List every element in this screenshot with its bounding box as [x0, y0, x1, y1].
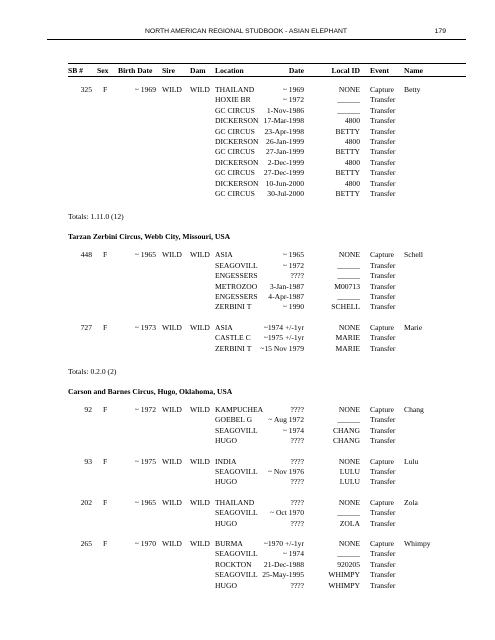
event-location: METROZOO: [215, 281, 258, 291]
birth-date: ~ 1970: [134, 539, 156, 548]
sb-number: 448: [80, 250, 92, 260]
event-location: DICKERSON: [215, 157, 259, 167]
event-location: DICKERSON: [215, 116, 259, 126]
column-header: Sire: [162, 66, 175, 75]
event-date: 30-Jul-2000: [267, 189, 304, 198]
event-date: ~ 1974: [282, 425, 304, 435]
local-id: NONE: [338, 322, 360, 332]
sex: F: [103, 322, 108, 332]
event-location: GOEBEL G: [215, 415, 253, 425]
event-location: HUGO: [215, 436, 237, 446]
header-rule: [47, 39, 466, 40]
event-type: Transfer: [370, 147, 396, 157]
event-type: Transfer: [370, 559, 396, 569]
event-date: ~ 1972: [282, 260, 304, 270]
event-date: 25-May-1995: [262, 570, 304, 580]
event-location: GC CIRCUS: [215, 189, 255, 198]
local-id: ______: [337, 271, 360, 281]
event-type: Transfer: [370, 260, 396, 270]
sire: WILD: [162, 405, 182, 414]
event-location: DICKERSON: [215, 178, 259, 188]
column-header: Dam: [190, 66, 206, 75]
column-header: Birth Date: [118, 66, 153, 75]
event-date: ~1975 +/-1yr: [263, 333, 304, 343]
local-id: ______: [337, 415, 360, 425]
event-location: ENGESSERS: [215, 271, 258, 281]
event-date: ~ 1965: [282, 250, 304, 260]
local-id: SCHELL: [331, 302, 360, 312]
local-id: CHANG: [332, 425, 360, 435]
event-type: Transfer: [370, 580, 396, 590]
event-type: Transfer: [370, 518, 396, 528]
column-header: SB #: [68, 66, 83, 75]
local-id: NONE: [338, 250, 360, 260]
sb-number: 92: [84, 405, 92, 414]
event-type: Transfer: [370, 178, 396, 188]
event-location: HUGO: [215, 477, 237, 487]
local-id: MARIE: [335, 343, 360, 353]
dam: WILD: [190, 85, 210, 94]
event-location: INDIA: [215, 456, 237, 466]
event-location: SEAGOVILL: [215, 508, 258, 518]
event-date: ????: [290, 436, 304, 446]
event-location: ZERBINI T: [215, 343, 252, 353]
section-title: Tarzan Zerbini Circus, Webb City, Missouri, USA: [68, 232, 231, 242]
event-date: 26-Jan-1999: [266, 137, 304, 146]
animal-name: Chang: [404, 405, 424, 414]
sb-number: 202: [80, 497, 92, 507]
event-type: Capture: [370, 405, 395, 414]
event-date: 21-Dec-1988: [263, 559, 304, 569]
event-type: Transfer: [370, 343, 396, 353]
event-type: Transfer: [370, 333, 396, 343]
event-date: ~15 Nov 1979: [260, 343, 304, 353]
dam: WILD: [190, 456, 210, 466]
local-id: ______: [337, 105, 360, 115]
event-type: Transfer: [370, 549, 396, 559]
event-location: SEAGOVILL: [215, 467, 258, 476]
column-header: Date: [288, 66, 304, 75]
event-location: ASIA: [215, 322, 233, 332]
event-date: ~ Aug 1972: [268, 415, 304, 425]
sire: WILD: [162, 85, 182, 94]
event-type: Transfer: [370, 126, 396, 136]
sire: WILD: [162, 497, 182, 507]
event-date: ????: [290, 497, 304, 507]
event-type: Transfer: [370, 168, 396, 178]
event-type: Capture: [370, 322, 395, 332]
event-location: HUGO: [215, 518, 237, 528]
local-id: 4800: [344, 116, 360, 126]
event-date: ~1970 +/-1yr: [263, 539, 304, 548]
local-id: MARIE: [335, 333, 360, 343]
sex: F: [103, 250, 108, 260]
sire: WILD: [162, 250, 182, 260]
local-id: LULU: [339, 477, 360, 487]
animal-name: Zola: [404, 497, 418, 507]
section-totals: Totals: 0.2.0 (2): [68, 367, 117, 376]
local-id: CHANG: [332, 436, 360, 446]
local-id: NONE: [338, 456, 360, 466]
event-type: Transfer: [370, 425, 396, 435]
sire: WILD: [162, 322, 182, 332]
local-id: WHIMPY: [328, 580, 360, 590]
animal-name: Marie: [404, 322, 423, 332]
sex: F: [103, 539, 108, 548]
column-header-rule-top: [68, 63, 466, 64]
event-type: Capture: [370, 497, 395, 507]
local-id: BETTY: [335, 147, 360, 157]
local-id: ______: [337, 508, 360, 518]
event-location: SEAGOVILL: [215, 260, 258, 270]
birth-date: ~ 1965: [134, 497, 156, 507]
animal-name: Schell: [404, 250, 423, 260]
event-location: HUGO: [215, 580, 237, 590]
event-location: THAILAND: [215, 85, 255, 94]
local-id: BETTY: [335, 126, 360, 136]
column-header-rule-bottom: [68, 76, 466, 77]
sex: F: [103, 405, 108, 414]
event-location: KAMPUCHEA: [215, 405, 264, 414]
event-location: BURMA: [215, 539, 243, 548]
event-type: Transfer: [370, 477, 396, 487]
event-location: ASIA: [215, 250, 233, 260]
event-date: 4-Apr-1987: [268, 292, 304, 301]
event-date: ~ 1974: [282, 549, 304, 559]
column-header: Local ID: [331, 66, 360, 75]
event-type: Capture: [370, 250, 395, 260]
birth-date: ~ 1972: [134, 405, 156, 414]
event-location: THAILAND: [215, 497, 255, 507]
local-id: NONE: [338, 405, 360, 414]
local-id: NONE: [338, 539, 360, 548]
birth-date: ~ 1975: [134, 456, 156, 466]
event-date: 3-Jan-1987: [269, 281, 304, 291]
event-date: 23-Apr-1998: [264, 126, 304, 136]
event-date: ~ Oct 1970: [269, 508, 304, 518]
event-location: GC CIRCUS: [215, 168, 255, 178]
local-id: M00713: [334, 281, 360, 291]
sire: WILD: [162, 456, 182, 466]
local-id: NONE: [338, 85, 360, 94]
event-type: Capture: [370, 539, 395, 548]
event-location: DICKERSON: [215, 137, 259, 146]
event-type: Transfer: [370, 415, 396, 425]
event-location: SEAGOVILL: [215, 549, 258, 559]
event-date: ????: [290, 518, 304, 528]
sire: WILD: [162, 539, 182, 548]
sex: F: [103, 497, 108, 507]
event-type: Transfer: [370, 467, 396, 476]
column-header: Location: [215, 66, 244, 75]
studbook-title: NORTH AMERICAN REGIONAL STUDBOOK - ASIAN ELEPHANT: [145, 28, 348, 35]
column-header: Name: [404, 66, 423, 75]
animal-name: Betty: [404, 85, 421, 94]
section-totals: Totals: 1.11.0 (12): [68, 212, 124, 222]
event-date: ????: [290, 405, 304, 414]
sex: F: [103, 456, 108, 466]
event-location: GC CIRCUS: [215, 147, 255, 157]
event-date: ????: [290, 271, 304, 281]
column-header: Sex: [97, 66, 109, 75]
event-type: Transfer: [370, 508, 396, 518]
dam: WILD: [190, 497, 210, 507]
event-location: SEAGOVILL: [215, 425, 258, 435]
animal-name: Lulu: [404, 456, 419, 466]
event-date: 27-Dec-1999: [263, 168, 304, 178]
event-date: ~ 1990: [282, 302, 304, 312]
local-id: LULU: [339, 467, 360, 476]
event-date: 27-Jan-1999: [266, 147, 304, 157]
dam: WILD: [190, 322, 210, 332]
event-date: ~1974 +/-1yr: [263, 322, 304, 332]
event-type: Transfer: [370, 292, 396, 301]
sb-number: 265: [80, 539, 92, 548]
event-type: Capture: [370, 456, 395, 466]
event-type: Transfer: [370, 189, 396, 198]
event-location: HOXIE BR: [215, 95, 251, 105]
event-date: 10-Jun-2000: [265, 178, 304, 188]
birth-date: ~ 1969: [134, 85, 156, 94]
event-location: ROCKTON: [215, 559, 252, 569]
local-id: ______: [337, 260, 360, 270]
local-id: ______: [337, 292, 360, 301]
page-number: 179: [434, 28, 446, 35]
event-type: Transfer: [370, 570, 396, 580]
event-location: ENGESSERS: [215, 292, 258, 301]
local-id: BETTY: [335, 189, 360, 198]
local-id: 4800: [344, 157, 360, 167]
event-type: Transfer: [370, 95, 396, 105]
sex: F: [103, 85, 108, 94]
event-location: ZERBINI T: [215, 302, 252, 312]
event-type: Transfer: [370, 271, 396, 281]
local-id: 4800: [344, 137, 360, 146]
local-id: 920205: [337, 559, 360, 569]
sb-number: 727: [80, 322, 92, 332]
event-type: Transfer: [370, 105, 396, 115]
local-id: NONE: [338, 497, 360, 507]
local-id: 4800: [344, 178, 360, 188]
event-date: ????: [290, 580, 304, 590]
event-location: CASTLE C: [215, 333, 251, 343]
section-title: Carson and Barnes Circus, Hugo, Oklahoma, USA: [68, 387, 233, 396]
birth-date: ~ 1965: [134, 250, 156, 260]
event-type: Transfer: [370, 157, 396, 167]
event-type: Transfer: [370, 116, 396, 126]
event-type: Capture: [370, 85, 395, 94]
event-location: GC CIRCUS: [215, 105, 255, 115]
sb-number: 93: [84, 456, 92, 466]
birth-date: ~ 1973: [134, 322, 156, 332]
event-type: Transfer: [370, 137, 396, 146]
event-date: 17-Mar-1998: [263, 116, 304, 126]
event-location: SEAGOVILL: [215, 570, 258, 580]
dam: WILD: [190, 250, 210, 260]
local-id: WHIMPY: [328, 570, 360, 580]
dam: WILD: [190, 405, 210, 414]
local-id: ______: [337, 95, 360, 105]
local-id: ______: [337, 549, 360, 559]
event-type: Transfer: [370, 436, 396, 446]
event-type: Transfer: [370, 281, 396, 291]
event-date: ~ 1972: [282, 95, 304, 105]
animal-name: Whimpy: [404, 539, 431, 548]
sb-number: 325: [80, 85, 92, 94]
event-date: ~ 1969: [282, 85, 304, 94]
event-date: ~ Nov 1976: [267, 467, 304, 476]
local-id: BETTY: [335, 168, 360, 178]
event-date: ????: [290, 456, 304, 466]
column-header: Event: [370, 66, 389, 75]
event-location: GC CIRCUS: [215, 126, 255, 136]
event-date: 1-Nov-1986: [266, 105, 304, 115]
event-date: ????: [290, 477, 304, 487]
event-type: Transfer: [370, 302, 396, 312]
local-id: ZOLA: [339, 518, 360, 528]
event-date: 2-Dec-1999: [267, 157, 304, 167]
dam: WILD: [190, 539, 210, 548]
